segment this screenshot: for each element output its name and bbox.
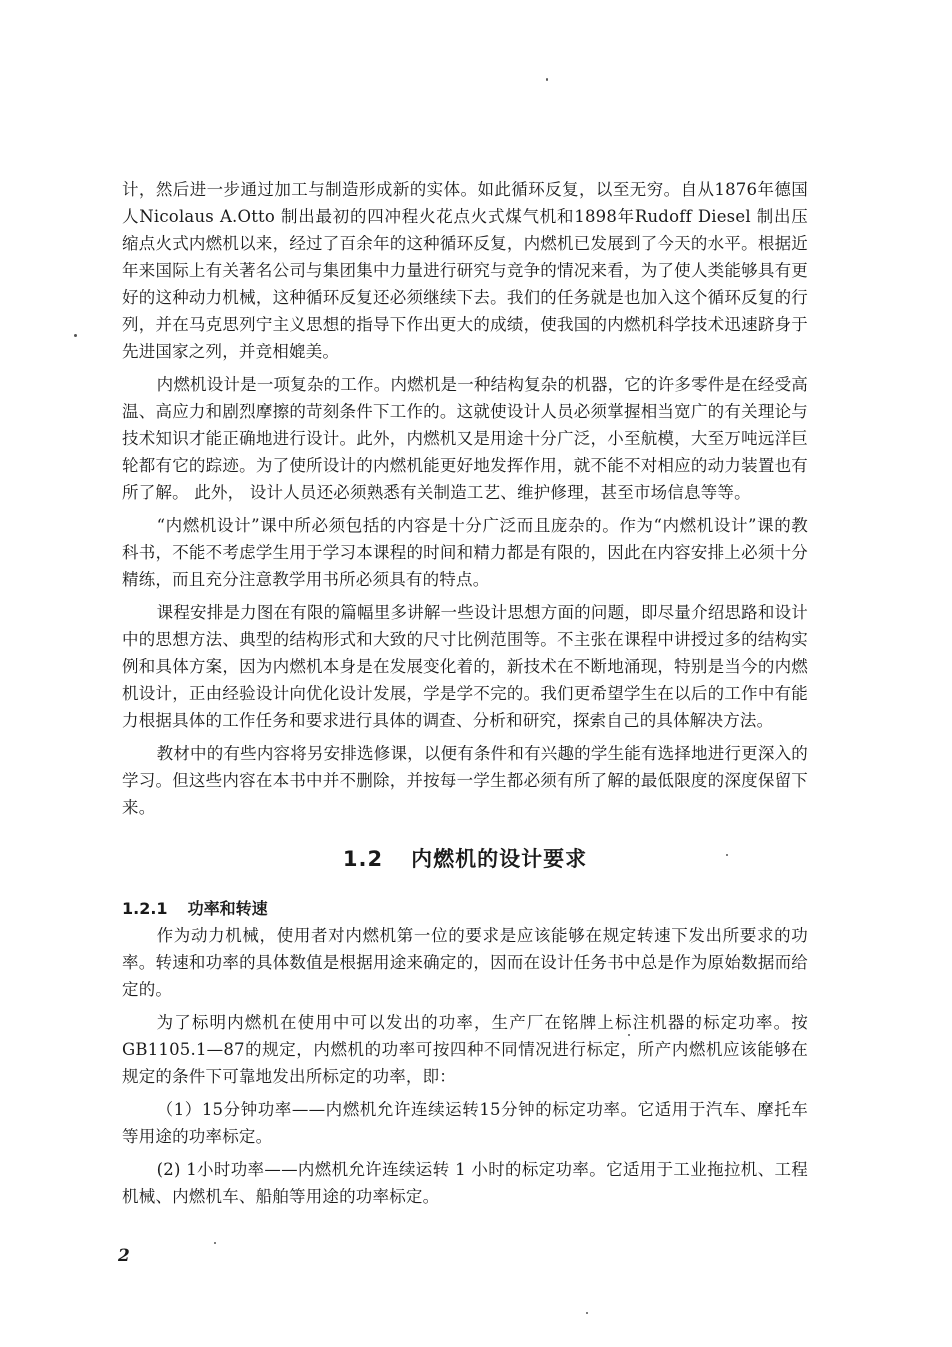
scan-speck xyxy=(586,1312,588,1314)
paragraph-section-2: 为了标明内燃机在使用中可以发出的功率，生产厂在铭牌上标注机器的标定功率。按GB1105.1—87的规定，内燃机的功率可按四种不同情况进行标定，所产内燃机应该能够在规定的条件下可靠地发出所标定的功率，即： xyxy=(122,1013,808,1086)
paragraph-intro-1: 计，然后进一步通过加工与制造形成新的实体。如此循环反复，以至无穷。自从1876年德国人Nicolaus A.Otto 制出最初的四冲程火花点火式煤气机和1898年Rudoff Diesel 制出压缩点火式内燃机以来，经过了百余年的这种循环反复，内燃机已发展到了今天的水平。根据近年来国际上有关著名公司与集团集中力量进行研究与竞争的情况来看，为了使人类能够具有更好的这种动力机械，这种循环反复还必须继续下去。我们的任务就是也加入这个循环反复的行列，并在马克思列宁主义思想的指导下作出更大的成绩，使我国的内燃机科学技术迅速跻身于先进国家之列，并竞相媲美。 xyxy=(122,180,808,361)
paragraph-intro-5: 教材中的有些内容将另安排选修课，以便有条件和有兴趣的学生能有选择地进行更深入的学习。但这些内容在本书中并不删除，并按每一学生都必须有所了解的最低限度的深度保留下来。 xyxy=(122,744,808,817)
scan-speck xyxy=(628,1034,630,1036)
paragraph-intro-4: 课程安排是力图在有限的篇幅里多讲解一些设计思想方面的问题，即尽量介绍思路和设计中的思想方法、典型的结构形式和大致的尺寸比例范围等。不主张在课程中讲授过多的结构实例和具体方案，因为内燃机本身是在发展变化着的，新技术在不断地涌现，特别是当今的内燃机设计，正由经验设计向优化设计发展，学是学不完的。我们更希望学生在以后的工作中有能力根据具体的工作任务和要求进行具体的调查、分析和研究，探索自己的具体解决方法。 xyxy=(122,603,808,730)
paragraph-section-3: （1）15分钟功率——内燃机允许连续运转15分钟的标定功率。它适用于汽车、摩托车等用途的功率标定。 xyxy=(122,1100,808,1146)
subsection-heading xyxy=(122,895,808,922)
paragraph-intro-3: “内燃机设计”课中所必须包括的内容是十分广泛而且庞杂的。作为“内燃机设计”课的教科书，不能不考虑学生用于学习本课程的时间和精力都是有限的，因此在内容安排上必须十分精练，而且充分注意教学用书所必须具有的特点。 xyxy=(122,516,808,589)
scan-speck xyxy=(726,854,728,856)
subsection-title: 功率和转速 xyxy=(187,899,268,918)
section-number: 1.2 xyxy=(342,847,384,871)
section-title: 内燃机的设计要求 xyxy=(411,847,588,871)
paragraph-section-4: (2) 1小时功率——内燃机允许连续运转 1 小时的标定功率。它适用于工业拖拉机、工程机械、内燃机车、船舶等用途的功率标定。 xyxy=(122,1160,808,1206)
page-number: 2 xyxy=(118,1246,130,1266)
scan-speck xyxy=(214,1242,216,1244)
section-heading xyxy=(122,843,808,873)
scan-speck xyxy=(546,78,548,81)
scan-speck xyxy=(74,334,77,337)
paragraph-intro-2: 内燃机设计是一项复杂的工作。内燃机是一种结构复杂的机器，它的许多零件是在经受高温、高应力和剧烈摩擦的苛刻条件下工作的。这就使设计人员必须掌握相当宽广的有关理论与技术知识才能正确地进行设计。此外，内燃机又是用途十分广泛，小至航模，大至万吨远洋巨轮都有它的踪迹。为了使所设计的内燃机能更好地发挥作用，就不能不对相应的动力装置也有所了解。 此外， 设计人员还必须熟悉有关制造工艺、维护修理，甚至市场信息等等。 xyxy=(122,375,808,502)
subsection-number: 1.2.1 xyxy=(122,899,168,918)
body-text xyxy=(122,176,808,1210)
paragraph-section-1: 作为动力机械，使用者对内燃机第一位的要求是应该能够在规定转速下发出所要求的功率。转速和功率的具体数值是根据用途来确定的，因而在设计任务书中总是作为原始数据而给定的。 xyxy=(122,926,808,999)
